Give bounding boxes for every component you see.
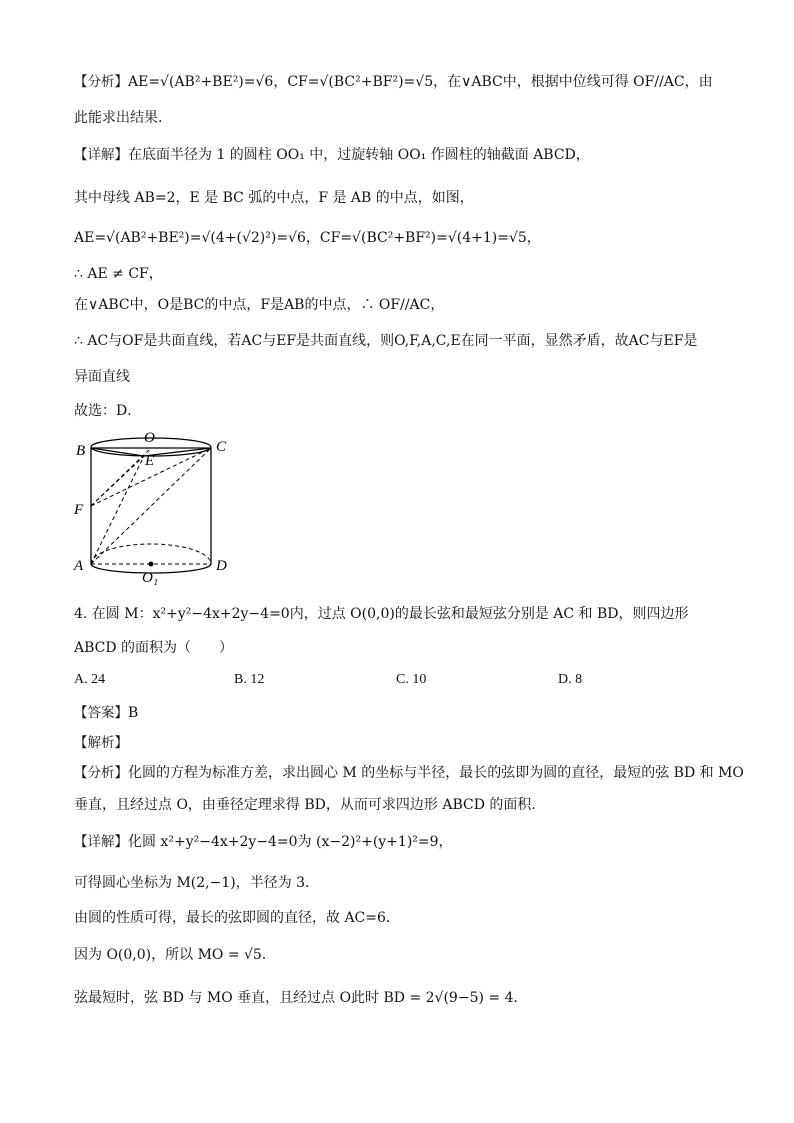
detail-tag: 【详解】 xyxy=(74,147,128,163)
q4-detail-line-1 xyxy=(74,832,453,852)
answer-tag: 【答案】 xyxy=(74,705,128,721)
answer-value: B xyxy=(128,705,139,721)
option-a: A. 24 xyxy=(74,672,106,687)
q4-analysis-line-2: 垂直，且经过点 O，由垂径定理求得 BD，从而可求四边形 ABCD 的面积. xyxy=(74,797,536,813)
detail-line-6: ∴ AC与OF是共面直线，若AC与EF是共面直线，则O,F,A,C,E在同一平面，显然矛盾，故AC与EF是 xyxy=(74,333,698,349)
detail-line-1 xyxy=(74,145,590,165)
q4-jiexi-tag: 【解析】 xyxy=(74,735,128,751)
q4-detail-line-2: 可得圆心坐标为 M(2,−1)，半径为 3. xyxy=(74,875,310,891)
label-F: F xyxy=(74,502,84,518)
label-C: C xyxy=(216,439,227,455)
segment-AE xyxy=(91,456,144,564)
q4-analysis-tag: 【分析】 xyxy=(74,765,128,781)
q4-stem-line-2: ABCD 的面积为（ ） xyxy=(74,640,234,656)
label-O: O xyxy=(144,430,155,446)
q4-analysis-line-1 xyxy=(74,763,744,783)
detail-line-7: 异面直线 xyxy=(74,369,130,385)
detail-line-4: ∴ AE ≠ CF， xyxy=(74,266,163,282)
q4-detail-line-5: 弦最短时，弦 BD 与 MO 垂直，且经过点 O此时 BD = 2√(9−5) = 4． xyxy=(74,990,528,1006)
label-O1: O₁ xyxy=(142,570,159,586)
option-b: B. 12 xyxy=(234,672,265,687)
q4-detail-text-1: 化圆 x²+y²−4x+2y−4=0为 (x−2)²+(y+1)²=9， xyxy=(128,834,453,850)
analysis-tag: 【分析】 xyxy=(74,74,128,90)
q4-detail-tag: 【详解】 xyxy=(74,834,128,850)
detail-line-5: 在∨ABC中，O是BC的中点，F是AB的中点，∴ OF//AC， xyxy=(74,297,445,313)
segment-FO xyxy=(91,448,151,506)
analysis-line-1 xyxy=(74,72,713,92)
q4-stem-line-1: 4. 在圆 M：x²+y²−4x+2y−4=0内，过点 O(0,0)的最长弦和最短弦分别是 AC 和 BD，则四边形 xyxy=(74,606,689,622)
label-A: A xyxy=(74,558,84,574)
q4-analysis-text-1: 化圆的方程为标准方差，求出圆心 M 的坐标与半径，最长的弦即为圆的直径，最短的弦 BD 和 MO xyxy=(128,765,744,781)
detail-text-1: 在底面半径为 1 的圆柱 OO₁ 中，过旋转轴 OO₁ 作圆柱的轴截面 ABCD， xyxy=(128,147,590,163)
detail-line-3: AE=√(AB²+BE²)=√(4+(√2)²)=√6，CF=√(BC²+BF²)=√(4+1)=√5， xyxy=(74,230,541,246)
q4-answer-line xyxy=(74,703,138,723)
analysis-line-2: 此能求出结果. xyxy=(74,110,163,126)
detail-line-2: 其中母线 AB=2，E 是 BC 弧的中点，F 是 AB 的中点，如图， xyxy=(74,190,474,206)
label-E: E xyxy=(145,453,155,469)
q4-detail-line-3: 由圆的性质可得，最长的弦即圆的直径，故 AC=6． xyxy=(74,910,400,926)
analysis-text: AE=√(AB²+BE²)=√6，CF=√(BC²+BF²)=√5，在∨ABC中，根据中位线可得 OF//AC，由 xyxy=(128,74,713,90)
option-d: D. 8 xyxy=(558,672,583,687)
label-B: B xyxy=(76,443,86,459)
q4-detail-line-4: 因为 O(0,0)，所以 MO = √5． xyxy=(74,947,276,963)
answer-line: 故选：D． xyxy=(74,403,142,419)
label-D: D xyxy=(216,558,227,574)
center-point-O1 xyxy=(149,562,154,567)
option-c: C. 10 xyxy=(396,672,427,687)
cylinder-figure xyxy=(64,426,244,586)
